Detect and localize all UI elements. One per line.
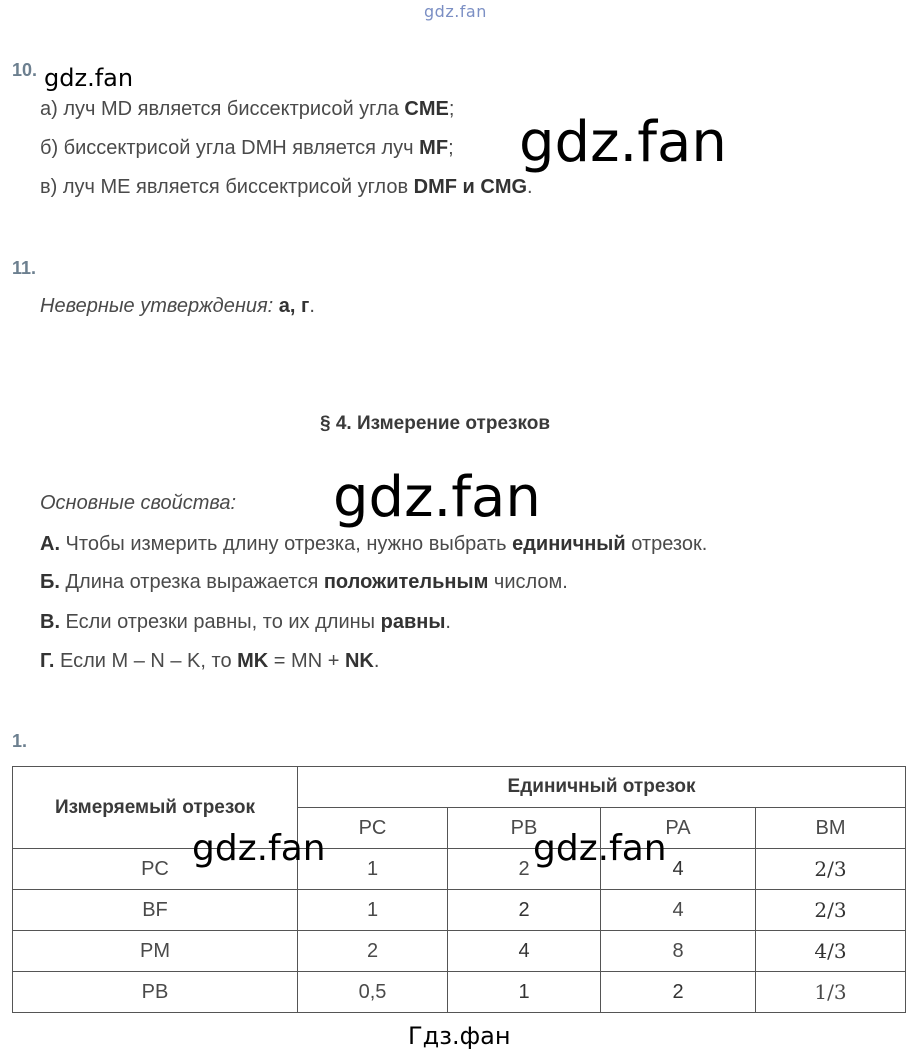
property-b: [40, 571, 568, 594]
property-a-text: Чтобы измерить длину отрезка, нужно выбрать: [60, 533, 513, 555]
value-cell: 0,5: [298, 972, 448, 1013]
property-g: [40, 650, 379, 673]
unit-header: BM: [756, 808, 906, 849]
measurement-table: [12, 766, 906, 1013]
watermark-table-2: gdz.fan: [533, 828, 667, 869]
unit-header: PA: [601, 808, 756, 849]
value-cell: 2: [601, 972, 756, 1013]
footer-watermark: Гдз.фан: [408, 1022, 511, 1050]
watermark-big-1: gdz.fan: [519, 110, 727, 175]
watermark-small: gdz.fan: [44, 64, 134, 92]
property-v-post: .: [445, 611, 451, 633]
value-cell: 1: [298, 849, 448, 890]
task-11-number: 11.: [12, 258, 37, 278]
property-g-post: .: [373, 650, 380, 672]
property-v-letter: В.: [40, 611, 60, 633]
unit-header: PB: [448, 808, 601, 849]
property-g-text: Если M – N – K, то: [54, 650, 238, 672]
line-a-post: ;: [448, 98, 455, 120]
group-header-cell: Единичный отрезок: [298, 767, 906, 808]
line-b-bold: MF: [419, 137, 449, 159]
line-c-text: в) луч ME является биссектрисой углов: [40, 176, 414, 198]
value-cell: 4: [601, 890, 756, 931]
line-a-text: а) луч MD является биссектрисой угла: [40, 98, 405, 120]
value-cell: 4/3: [756, 931, 906, 972]
watermark-top: gdz.fan: [424, 2, 487, 21]
value-cell: 4: [448, 931, 601, 972]
line-b-text: б) биссектрисой угла DMH является луч: [40, 137, 420, 159]
table-row: [13, 849, 906, 890]
task-10-line-a: [40, 98, 454, 121]
task-11-bold: а, г: [273, 295, 310, 317]
segment-cell: PM: [13, 931, 298, 972]
property-g-bold-2: NK: [344, 650, 374, 672]
property-b-letter: Б.: [40, 571, 60, 593]
property-v-text: Если отрезки равны, то их длины: [60, 611, 381, 633]
value-cell: 4: [601, 849, 756, 890]
property-a-bold: единичный: [512, 533, 626, 555]
line-b-post: ;: [448, 137, 454, 159]
task-11-italic: Неверные утверждения:: [40, 295, 274, 317]
watermark-table-1: gdz.fan: [192, 828, 326, 869]
property-g-mid: = MN +: [268, 650, 345, 672]
value-cell: 1/3: [756, 972, 906, 1013]
task-11-answer: [40, 295, 315, 318]
value-cell: 1: [298, 890, 448, 931]
line-c-post: .: [527, 176, 533, 198]
properties-label: Основные свойства:: [40, 492, 237, 514]
value-cell: 2: [448, 890, 601, 931]
task-11-post: .: [309, 295, 315, 317]
unit-header: PC: [298, 808, 448, 849]
value-cell: 2/3: [756, 890, 906, 931]
property-v: [40, 611, 451, 634]
value-cell: 2/3: [756, 849, 906, 890]
value-cell: 2: [298, 931, 448, 972]
watermark-big-2: gdz.fan: [333, 465, 541, 530]
segment-cell: PB: [13, 972, 298, 1013]
line-c-bold: DMF и CMG: [413, 176, 528, 198]
segment-cell: PC: [13, 849, 298, 890]
task-1-number: 1.: [12, 731, 28, 751]
property-g-bold-1: MK: [237, 650, 269, 672]
value-cell: 8: [601, 931, 756, 972]
value-cell: 1: [448, 972, 601, 1013]
table-row: [13, 972, 906, 1013]
table-row: [13, 931, 906, 972]
property-v-bold: равны: [380, 611, 446, 633]
task-10-line-c: [40, 176, 533, 199]
property-g-letter: Г.: [40, 650, 55, 672]
line-a-bold: CME: [404, 98, 449, 120]
task-10-line-b: [40, 137, 454, 160]
segment-cell: BF: [13, 890, 298, 931]
property-a: [40, 533, 707, 556]
property-b-text: Длина отрезка выражается: [59, 571, 324, 593]
property-b-bold: положительным: [323, 571, 489, 593]
value-cell: 2: [448, 849, 601, 890]
row-header-cell: Измеряемый отрезок: [13, 767, 298, 849]
property-a-post: отрезок.: [625, 533, 708, 555]
property-b-post: числом.: [488, 571, 568, 593]
table-row: [13, 890, 906, 931]
property-a-letter: А.: [40, 533, 60, 555]
section-title: § 4. Измерение отрезков: [320, 413, 550, 434]
task-10-number: 10.: [12, 60, 38, 80]
